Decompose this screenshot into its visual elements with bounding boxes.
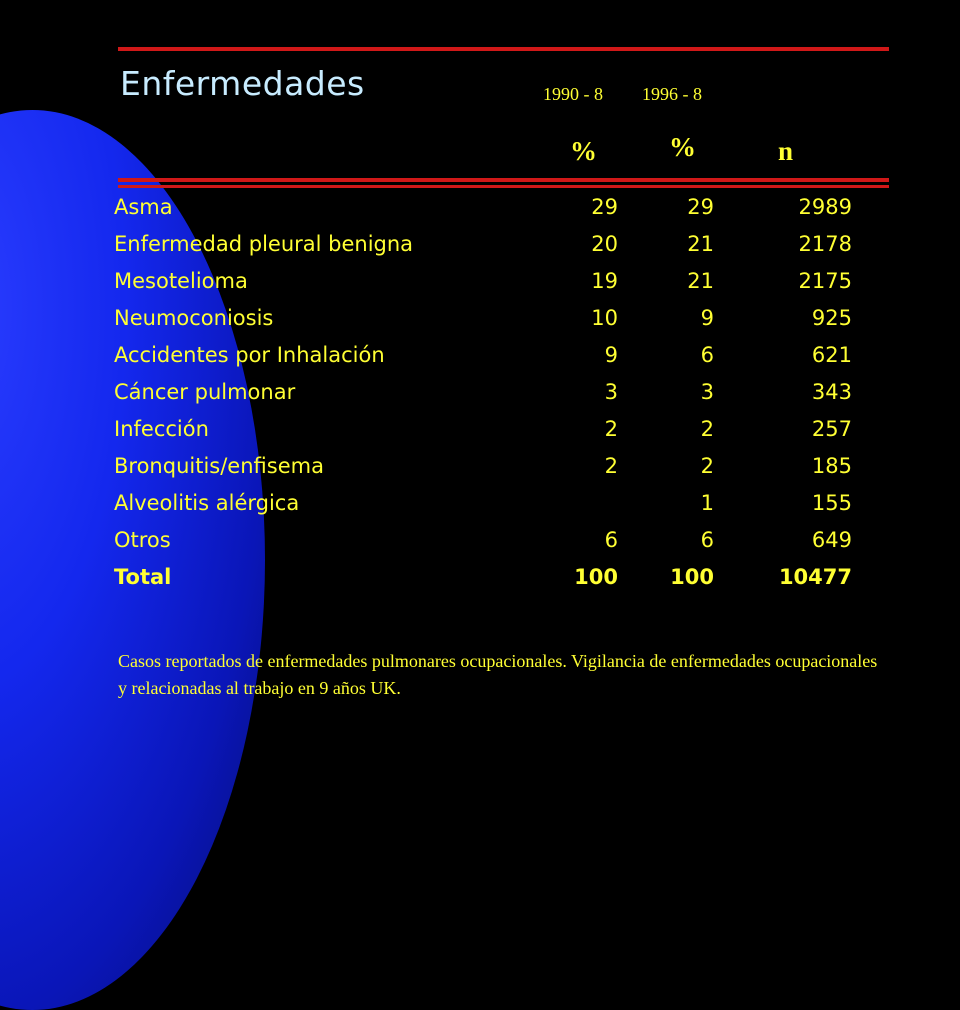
value-1996-8: 1: [700, 491, 714, 515]
row-label: Mesotelioma: [114, 269, 248, 293]
value-n: 185: [811, 454, 852, 478]
total-1996-8: 100: [670, 565, 714, 589]
table-row: [0, 417, 960, 447]
row-label: Alveolitis alérgica: [114, 491, 300, 515]
value-n: 2175: [798, 269, 852, 293]
row-label: Enfermedad pleural benigna: [114, 232, 414, 256]
row-label: Asma: [114, 195, 173, 219]
row-label: Otros: [114, 528, 171, 552]
value-1996-8: 9: [700, 306, 714, 330]
table-row: [0, 528, 960, 558]
value-1996-8: 2: [700, 417, 714, 441]
total-label: Total: [114, 565, 172, 589]
row-label: Neumoconiosis: [114, 306, 274, 330]
value-n: 257: [811, 417, 852, 441]
table-row: [0, 269, 960, 299]
value-n: 155: [811, 491, 852, 515]
value-1990-8: 6: [604, 528, 618, 552]
source-note: Casos reportados de enfermedades pulmonares ocupacionales. Vigilancia de enfermedades ocupacionales y relacionadas al trabajo en 9 años UK.: [118, 651, 878, 698]
row-label: Cáncer pulmonar: [114, 380, 296, 404]
value-1996-8: 3: [700, 380, 714, 404]
table-row: [0, 232, 960, 262]
row-label: Bronquitis/enfisema: [114, 454, 324, 478]
count-unit: n: [778, 136, 794, 166]
value-1996-8: 21: [687, 232, 714, 256]
value-n: 343: [811, 380, 852, 404]
total-row: [0, 565, 960, 595]
value-1990-8: 3: [604, 380, 618, 404]
period-label-1996: 1996 - 8: [642, 84, 702, 104]
value-1990-8: 10: [591, 306, 618, 330]
value-1996-8: 21: [687, 269, 714, 293]
value-1990-8: 2: [604, 454, 618, 478]
value-n: 621: [811, 343, 852, 367]
table-row: [0, 380, 960, 410]
table-row: [0, 195, 960, 225]
period-label-1990: 1990 - 8: [543, 84, 603, 104]
value-1990-8: 29: [591, 195, 618, 219]
total-1990-8: 100: [574, 565, 618, 589]
percent-unit-2: %: [669, 132, 696, 162]
row-label: Infección: [114, 417, 209, 441]
value-n: 2989: [798, 195, 852, 219]
value-n: 925: [811, 306, 852, 330]
table-row: [0, 454, 960, 484]
slide-title: Enfermedades: [120, 64, 365, 103]
table-row: [0, 306, 960, 336]
row-label: Accidentes por Inhalación: [114, 343, 385, 367]
value-1990-8: 19: [591, 269, 618, 293]
header-double-rule: [118, 178, 889, 182]
top-red-rule: [118, 47, 889, 51]
value-1990-8: 20: [591, 232, 618, 256]
value-1996-8: 29: [687, 195, 714, 219]
value-1990-8: 9: [604, 343, 618, 367]
value-n: 2178: [798, 232, 852, 256]
total-n: 10477: [778, 565, 852, 589]
value-1996-8: 2: [700, 454, 714, 478]
value-n: 649: [811, 528, 852, 552]
value-1996-8: 6: [700, 343, 714, 367]
percent-unit-1: %: [570, 136, 597, 166]
table-row: [0, 491, 960, 521]
value-1996-8: 6: [700, 528, 714, 552]
value-1990-8: 2: [604, 417, 618, 441]
table-row: [0, 343, 960, 373]
